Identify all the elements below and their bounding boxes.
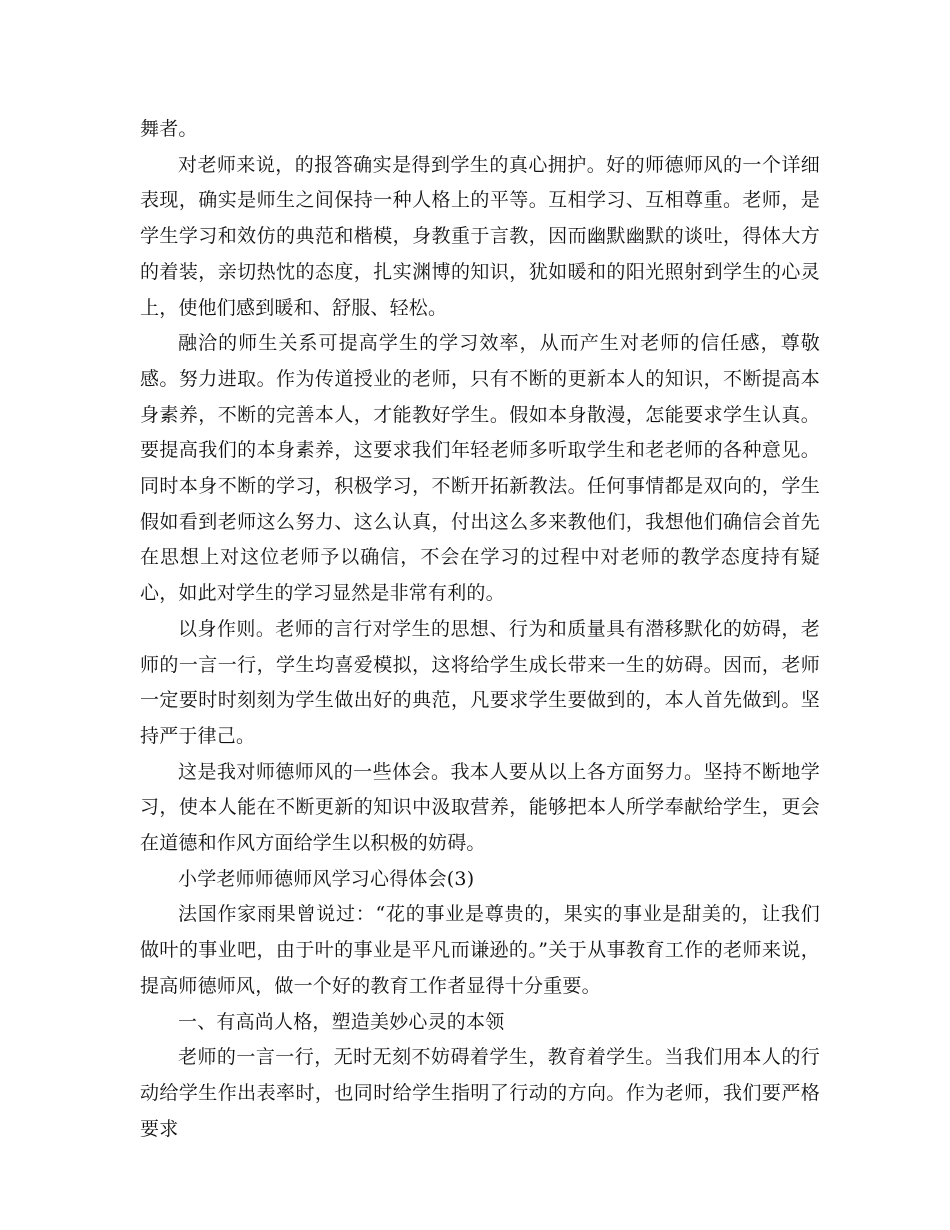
- paragraph-continuation: 舞者。: [140, 118, 198, 140]
- paragraph-teacher-respect: 对老师来说，的报答确实是得到学生的真心拥护。好的师德师风的一个详细表现，确实是师生之间保持一种人格上的平等。互相学习、互相尊重。老师，是学生学习和效仿的典范和楷模，身教重于言教，因而幽默幽默的谈吐，得体大方的着装，亲切热忱的态度，扎实渊博的知识，犹如暖和的阳光照射到学生的心灵上，使他们感到暖和、舒服、轻松。: [140, 153, 820, 319]
- paragraph-lead-by-example: 以身作则。老师的言行对学生的思想、行为和质量具有潜移默化的妨碍，老师的一言一行，学生均喜爱模拟，这将给学生成长带来一生的妨碍。因而，老师一定要时时刻刻为学生做出好的典范，凡要求学生要做到的，本人首先做到。坚持严于律己。: [140, 617, 820, 747]
- section-heading: 小学老师师德师风学习心得体会(3): [178, 867, 475, 890]
- paragraph-personal-reflection: 这是我对师德师风的一些体会。我本人要从以上各方面努力。坚持不断地学习，使本人能在不断更新的知识中汲取营养，能够把本人所学奉献给学生，更会在道德和作风方面给学生以积极的妨碍。: [140, 760, 820, 855]
- subsection-heading: 一、有高尚人格，塑造美妙心灵的本领: [178, 1010, 505, 1033]
- paragraph-teacher-student-relationship: 融洽的师生关系可提高学生的学习效率，从而产生对老师的信任感，尊敬感。努力进取。作为传道授业的老师，只有不断的更新本人的知识，不断提高本身素养，不断的完善本人，才能教好学生。假如本身散漫，怎能要求学生认真。要提高我们的本身素养，这要求我们年轻老师多听取学生和老老师的各种意见。同时本身不断的学习，积极学习，不断开拓新教法。任何事情都是双向的，学生假如看到老师这么努力、这么认真，付出这么多来教他们，我想他们确信会首先在思想上对这位老师予以确信，不会在学习的过程中对老师的教学态度持有疑心，如此对学生的学习显然是非常有利的。: [140, 332, 820, 605]
- document-body: [140, 112, 820, 1147]
- paragraph-hugo-quote: 法国作家雨果曾说过：“花的事业是尊贵的，果实的事业是甜美的，让我们做叶的事业吧，由于叶的事业是平凡而谦逊的。”关于从事教育工作的老师来说，提高师德师风，做一个好的教育工作者显得十分重要。: [140, 903, 820, 997]
- paragraph-teacher-conduct: 老师的一言一行，无时无刻不妨碍着学生，教育着学生。当我们用本人的行动给学生作出表率时，也同时给学生指明了行动的方向。作为老师，我们要严格要求: [140, 1046, 820, 1140]
